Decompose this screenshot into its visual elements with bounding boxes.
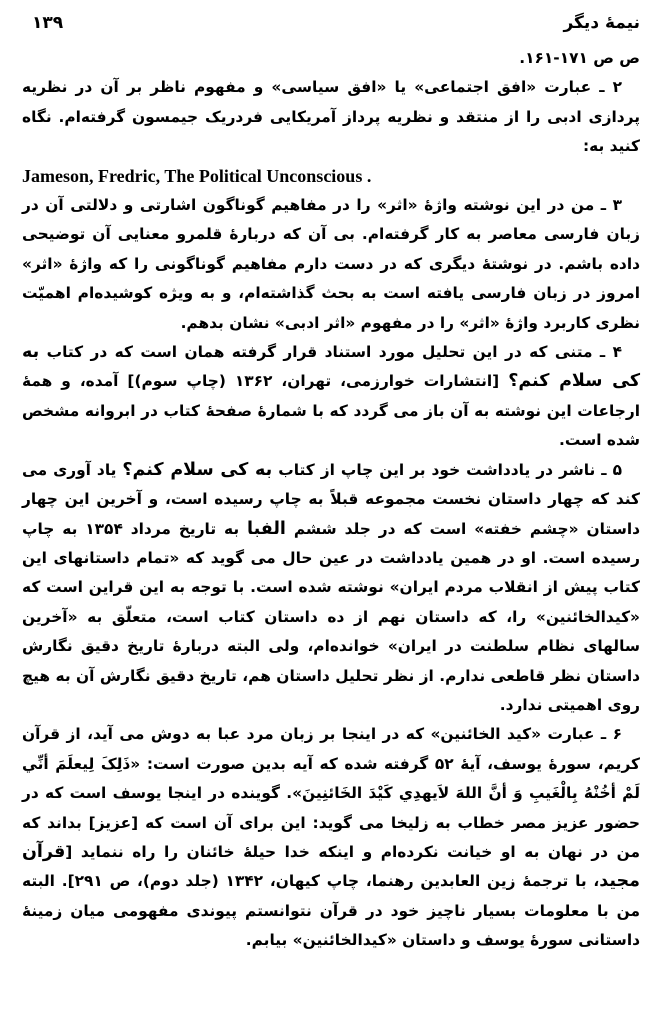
note-4 bbox=[22, 338, 640, 456]
note-4-text-before: ۴ ـ متنی که در این تحلیل مورد استناد قرار گرفته همان است که در کتاب bbox=[39, 343, 622, 362]
running-title: نیمهٔ دیگر bbox=[563, 13, 640, 33]
note-2 bbox=[22, 73, 640, 161]
note-5-text-after: به تاریخ مرداد ۱۳۵۴ به چاپ رسیده است. او در همین یادداشت در عین حال می گوید که «تمام داستانهای این کتاب پیش از انقلاب مردم ایران» نوشته شده است. با توجه به این قراین است که «کیدالخائنین» را، که داستان نهم از ده داستان کتاب است، متعلّق به «آخرین سالهای نظام سلطنت در ایران» خوانده‌ام، ولی البته دربارهٔ تاریخ دقیق نگارش داستان نظر قاطعی ندارم. از نظر تحلیل داستان هم، تاریخ دقیق نگارش آن به هیچ روی اهمیتی ندارد. bbox=[22, 519, 640, 714]
note-2-reference: Jameson, Fredric, The Political Unconscious . bbox=[22, 165, 372, 186]
note-6 bbox=[22, 720, 640, 955]
note-5-journal: الفبا bbox=[247, 518, 286, 539]
note-2-text: ۲ ـ عبارت «افق اجتماعی» یا «افق سیاسی» و مفهوم ناظر بر آن در نظریه پردازی ادبی را از منتقد و نظریه پرداز آمریکایی فردریک جیمسون گرفته‌ام. نگاه کنید به: bbox=[22, 78, 640, 156]
endnotes bbox=[22, 44, 640, 956]
note-6-book-title: قرآن مجید bbox=[22, 841, 640, 892]
note-6-text-after: ، با ترجمهٔ زین العابدین رهنما، چاپ کیهان، ۱۳۴۲ (جلد دوم)، ص ۲۹۱]. البته من با معلومات بسیار ناچیز خود در قرآن نتوانستم پیوندی مفهومی میان زمینهٔ داستانی سورهٔ یوسف و داستان «کیدالخائنین» بیابم. bbox=[22, 872, 640, 950]
page-number: ۱۳۹ bbox=[32, 13, 64, 33]
note-6-text-before: ۶ ـ عبارت «کید الخائنین» که در اینجا بر زبان مرد عبا به دوش می آید، از قرآن کریم، سورهٔ یوسف، آیهٔ ۵۲ گرفته شده که آیه بدین صورت است: «ذَلِکَ لِیعلَمَ أنِّي لَمْ أخُنْهُ بِالْغَیبِ وَ أنَّ اللهَ لاَیهدِي کَیْدَ الخَائنِینَ». گوینده در اینجا یوسف است که در حضور عزیز مصر خطاب به زلیخا می گوید: این برای آن است که [عزیز] بداند که من در نهان به او خیانت نکرده‌ام و اینکه خدا حیلهٔ خائنان را راه ننماید [ bbox=[22, 725, 640, 861]
page-header bbox=[22, 8, 640, 38]
note-5-text-mid: یاد آوری می کند که چهار داستان نخست مجموعه قبلاً به چاپ رسیده است، و آخرین این چهار داستان «چشم خفته» است که در جلد ششم bbox=[22, 460, 641, 538]
book-page bbox=[22, 8, 640, 956]
note-5-text-before: ۵ ـ ناشر در یادداشت خود بر این چاپ از کتاب bbox=[272, 460, 622, 479]
note-3 bbox=[22, 191, 640, 338]
note-5-book-title: به کی سلام کنم؟ bbox=[122, 459, 273, 480]
note-4-text-after: [انتشارات خوارزمی، تهران، ۱۳۶۲ (چاپ سوم)] آمده، و همهٔ ارجاعات این نوشته به آن باز می گردد که با شمارهٔ صفحهٔ کتاب در ابروانه مشخص شده است. bbox=[22, 372, 640, 450]
note-4-book-title: به کی سلام کنم؟ bbox=[22, 342, 640, 392]
note-1-continuation: ص ص ۱۷۱-۱۶۱. bbox=[519, 49, 640, 67]
note-5 bbox=[22, 456, 640, 721]
note-3-text: ۳ ـ من در این نوشته واژهٔ «اثر» را در مفاهیم گوناگون اشارتی و دلالتی آن در زبان فارسی معاصر به کار گرفته‌ام. بی آن که دربارهٔ قلمرو معنایی آن توضیحی داده باشم. در نوشتهٔ دیگری که در دست دارم مفاهیم گوناگونی را که واژهٔ «اثر» امروز در زبان فارسی یافته است به بحث گذاشته‌ام، و به ویژه کوشیده‌ام اهمیّت نظری کاربرد واژهٔ «اثر» را در مفهوم «اثر ادبی» نشان بدهم. bbox=[22, 196, 640, 332]
